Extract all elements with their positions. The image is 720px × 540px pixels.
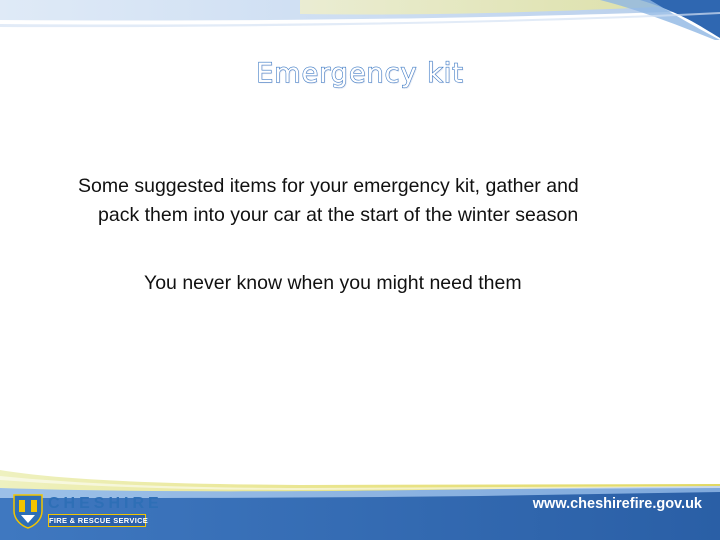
top-decorative-band	[0, 0, 720, 40]
body-line-1: Some suggested items for your emergency kit, gather and	[78, 175, 579, 197]
body-line-3: You never know when you might need them	[144, 272, 522, 294]
shield-crest-icon	[12, 493, 44, 529]
slide-body	[78, 172, 678, 298]
body-line-2: pack them into your car at the start of the winter season	[98, 204, 579, 226]
logo-name: CHESHIRE	[48, 495, 163, 512]
cheshire-fire-logo	[8, 493, 163, 529]
slide-title: Emergency kit	[256, 58, 464, 89]
website-url: www.cheshirefire.gov.uk	[532, 496, 702, 512]
logo-tagline: FIRE & RESCUE SERVICE	[49, 516, 149, 525]
